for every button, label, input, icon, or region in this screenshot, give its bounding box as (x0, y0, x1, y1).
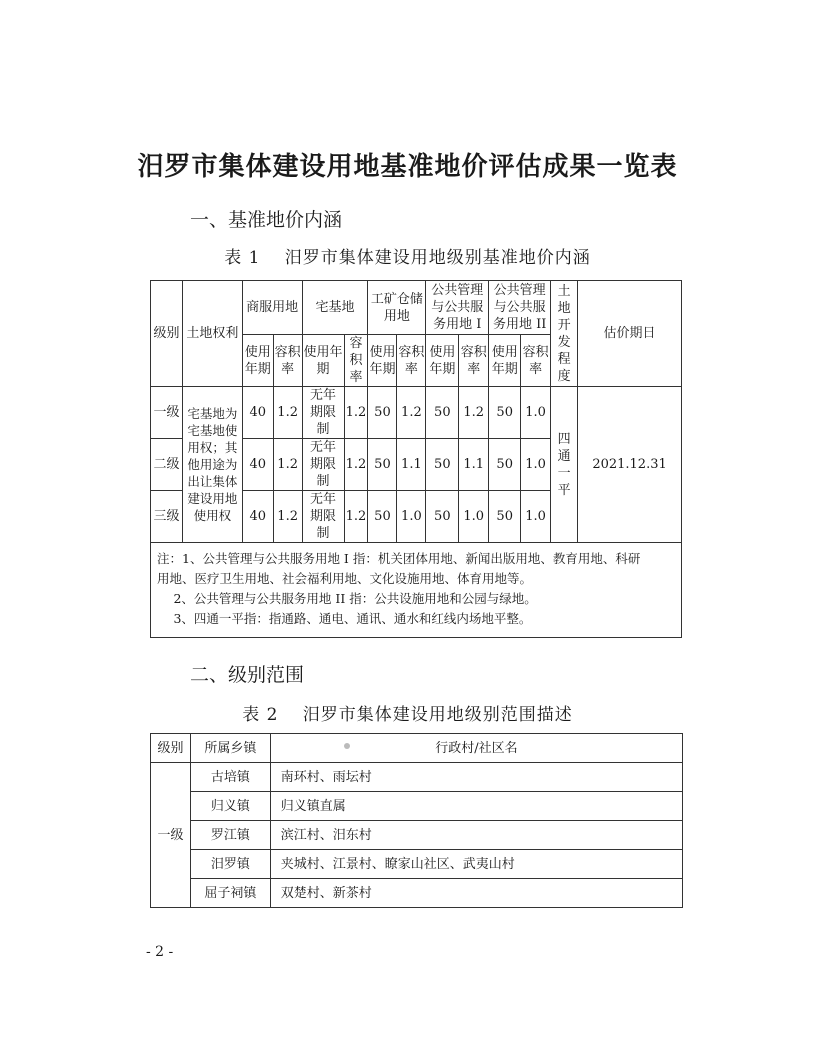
table-notes (151, 543, 682, 638)
header-level: 级别 (151, 734, 191, 763)
land-right-text: 宅基地为宅基地使用权；其他用途为出让集体建设用地使用权 (182, 387, 242, 543)
header-town: 所属乡镇 (190, 734, 270, 763)
dev-degree-value: 四通一平 (551, 387, 578, 543)
table1-caption: 表 1 汨罗市集体建设用地级别基准地价内涵 (224, 248, 591, 268)
cell-value: 1.0 (459, 491, 489, 543)
cell-value: 1.2 (344, 491, 368, 543)
row-level: 三级 (151, 491, 183, 543)
town-name: 古培镇 (190, 763, 270, 792)
town-name: 罗江镇 (190, 821, 270, 850)
subheader-far: 容积率 (521, 335, 551, 387)
header-date: 估价期日 (578, 281, 682, 387)
cell-value: 50 (368, 439, 397, 491)
row-level: 一级 (151, 763, 191, 908)
cell-value: 1.2 (273, 387, 302, 439)
village-names: 滨江村、汨东村 (270, 821, 682, 850)
town-name: 汨罗镇 (190, 850, 270, 879)
subheader-term: 使用年期 (302, 335, 344, 387)
village-names: 南环村、雨坛村 (270, 763, 682, 792)
scan-dot-mark (344, 743, 350, 749)
section-heading-1: 一、基准地价内涵 (190, 209, 343, 231)
cell-value: 50 (489, 491, 521, 543)
cell-value: 1.0 (397, 491, 426, 543)
table-row (151, 879, 683, 908)
cell-value: 1.0 (521, 491, 551, 543)
town-name: 屈子祠镇 (190, 879, 270, 908)
header-commercial: 商服用地 (242, 281, 302, 335)
village-names: 双楚村、新茶村 (270, 879, 682, 908)
cell-value: 1.2 (397, 387, 426, 439)
table2-caption: 表 2 汨罗市集体建设用地级别范围描述 (242, 705, 573, 725)
cell-value: 50 (489, 439, 521, 491)
cell-value: 无年期限制 (302, 491, 344, 543)
note-line: 用地、医疗卫生用地、社会福利用地、文化设施用地、体育用地等。 (157, 571, 533, 586)
subheader-far: 容积率 (397, 335, 426, 387)
header-dev-degree: 土地开发程度 (551, 281, 578, 387)
subheader-term: 使用年期 (242, 335, 273, 387)
cell-value: 50 (368, 387, 397, 439)
table-row (151, 763, 683, 792)
subheader-far: 容积率 (273, 335, 302, 387)
level-range-table (150, 733, 683, 908)
table-row (151, 850, 683, 879)
subheader-term: 使用年期 (426, 335, 459, 387)
cell-value: 50 (426, 439, 459, 491)
header-public-1: 公共管理与公共服务用地 I (426, 281, 489, 335)
cell-value: 无年期限制 (302, 439, 344, 491)
subheader-term: 使用年期 (368, 335, 397, 387)
header-homestead: 宅基地 (302, 281, 368, 335)
subheader-far: 容积率 (459, 335, 489, 387)
cell-value: 1.2 (344, 387, 368, 439)
note-line: 2、公共管理与公共服务用地 II 指：公共设施用地和公园与绿地。 (157, 591, 537, 606)
village-names: 夹城村、江景村、瞭家山社区、武夷山村 (270, 850, 682, 879)
header-level: 级别 (151, 281, 183, 387)
row-level: 一级 (151, 387, 183, 439)
table-row (151, 792, 683, 821)
subheader-far: 容积率 (344, 335, 368, 387)
cell-value: 1.1 (397, 439, 426, 491)
header-industrial: 工矿仓储用地 (368, 281, 426, 335)
note-line: 3、四通一平指：指通路、通电、通讯、通水和红线内场地平整。 (157, 611, 532, 626)
cell-value: 50 (489, 387, 521, 439)
row-level: 二级 (151, 439, 183, 491)
cell-value: 1.2 (459, 387, 489, 439)
cell-value: 50 (426, 387, 459, 439)
village-names: 归义镇直属 (270, 792, 682, 821)
section-heading-2: 二、级别范围 (190, 664, 305, 686)
header-land-right: 土地权利 (182, 281, 242, 387)
valuation-date: 2021.12.31 (578, 387, 682, 543)
table-row (151, 387, 682, 439)
land-price-table (150, 280, 682, 638)
subheader-term: 使用年期 (489, 335, 521, 387)
note-line: 注：1、公共管理与公共服务用地 I 指：机关团体用地、新闻出版用地、教育用地、科研 (157, 551, 641, 566)
cell-value: 50 (368, 491, 397, 543)
cell-value: 40 (242, 387, 273, 439)
page-number: - 2 - (146, 944, 174, 960)
header-village: 行政村/社区名 (270, 734, 682, 763)
cell-value: 1.1 (459, 439, 489, 491)
page-title: 汨罗市集体建设用地基准地价评估成果一览表 (137, 152, 678, 182)
town-name: 归义镇 (190, 792, 270, 821)
cell-value: 40 (242, 439, 273, 491)
cell-value: 无年期限制 (302, 387, 344, 439)
table-row (151, 821, 683, 850)
header-public-2: 公共管理与公共服务用地 II (489, 281, 551, 335)
cell-value: 50 (426, 491, 459, 543)
cell-value: 1.2 (273, 491, 302, 543)
cell-value: 1.0 (521, 439, 551, 491)
cell-value: 1.2 (273, 439, 302, 491)
cell-value: 40 (242, 491, 273, 543)
cell-value: 1.0 (521, 387, 551, 439)
cell-value: 1.2 (344, 439, 368, 491)
